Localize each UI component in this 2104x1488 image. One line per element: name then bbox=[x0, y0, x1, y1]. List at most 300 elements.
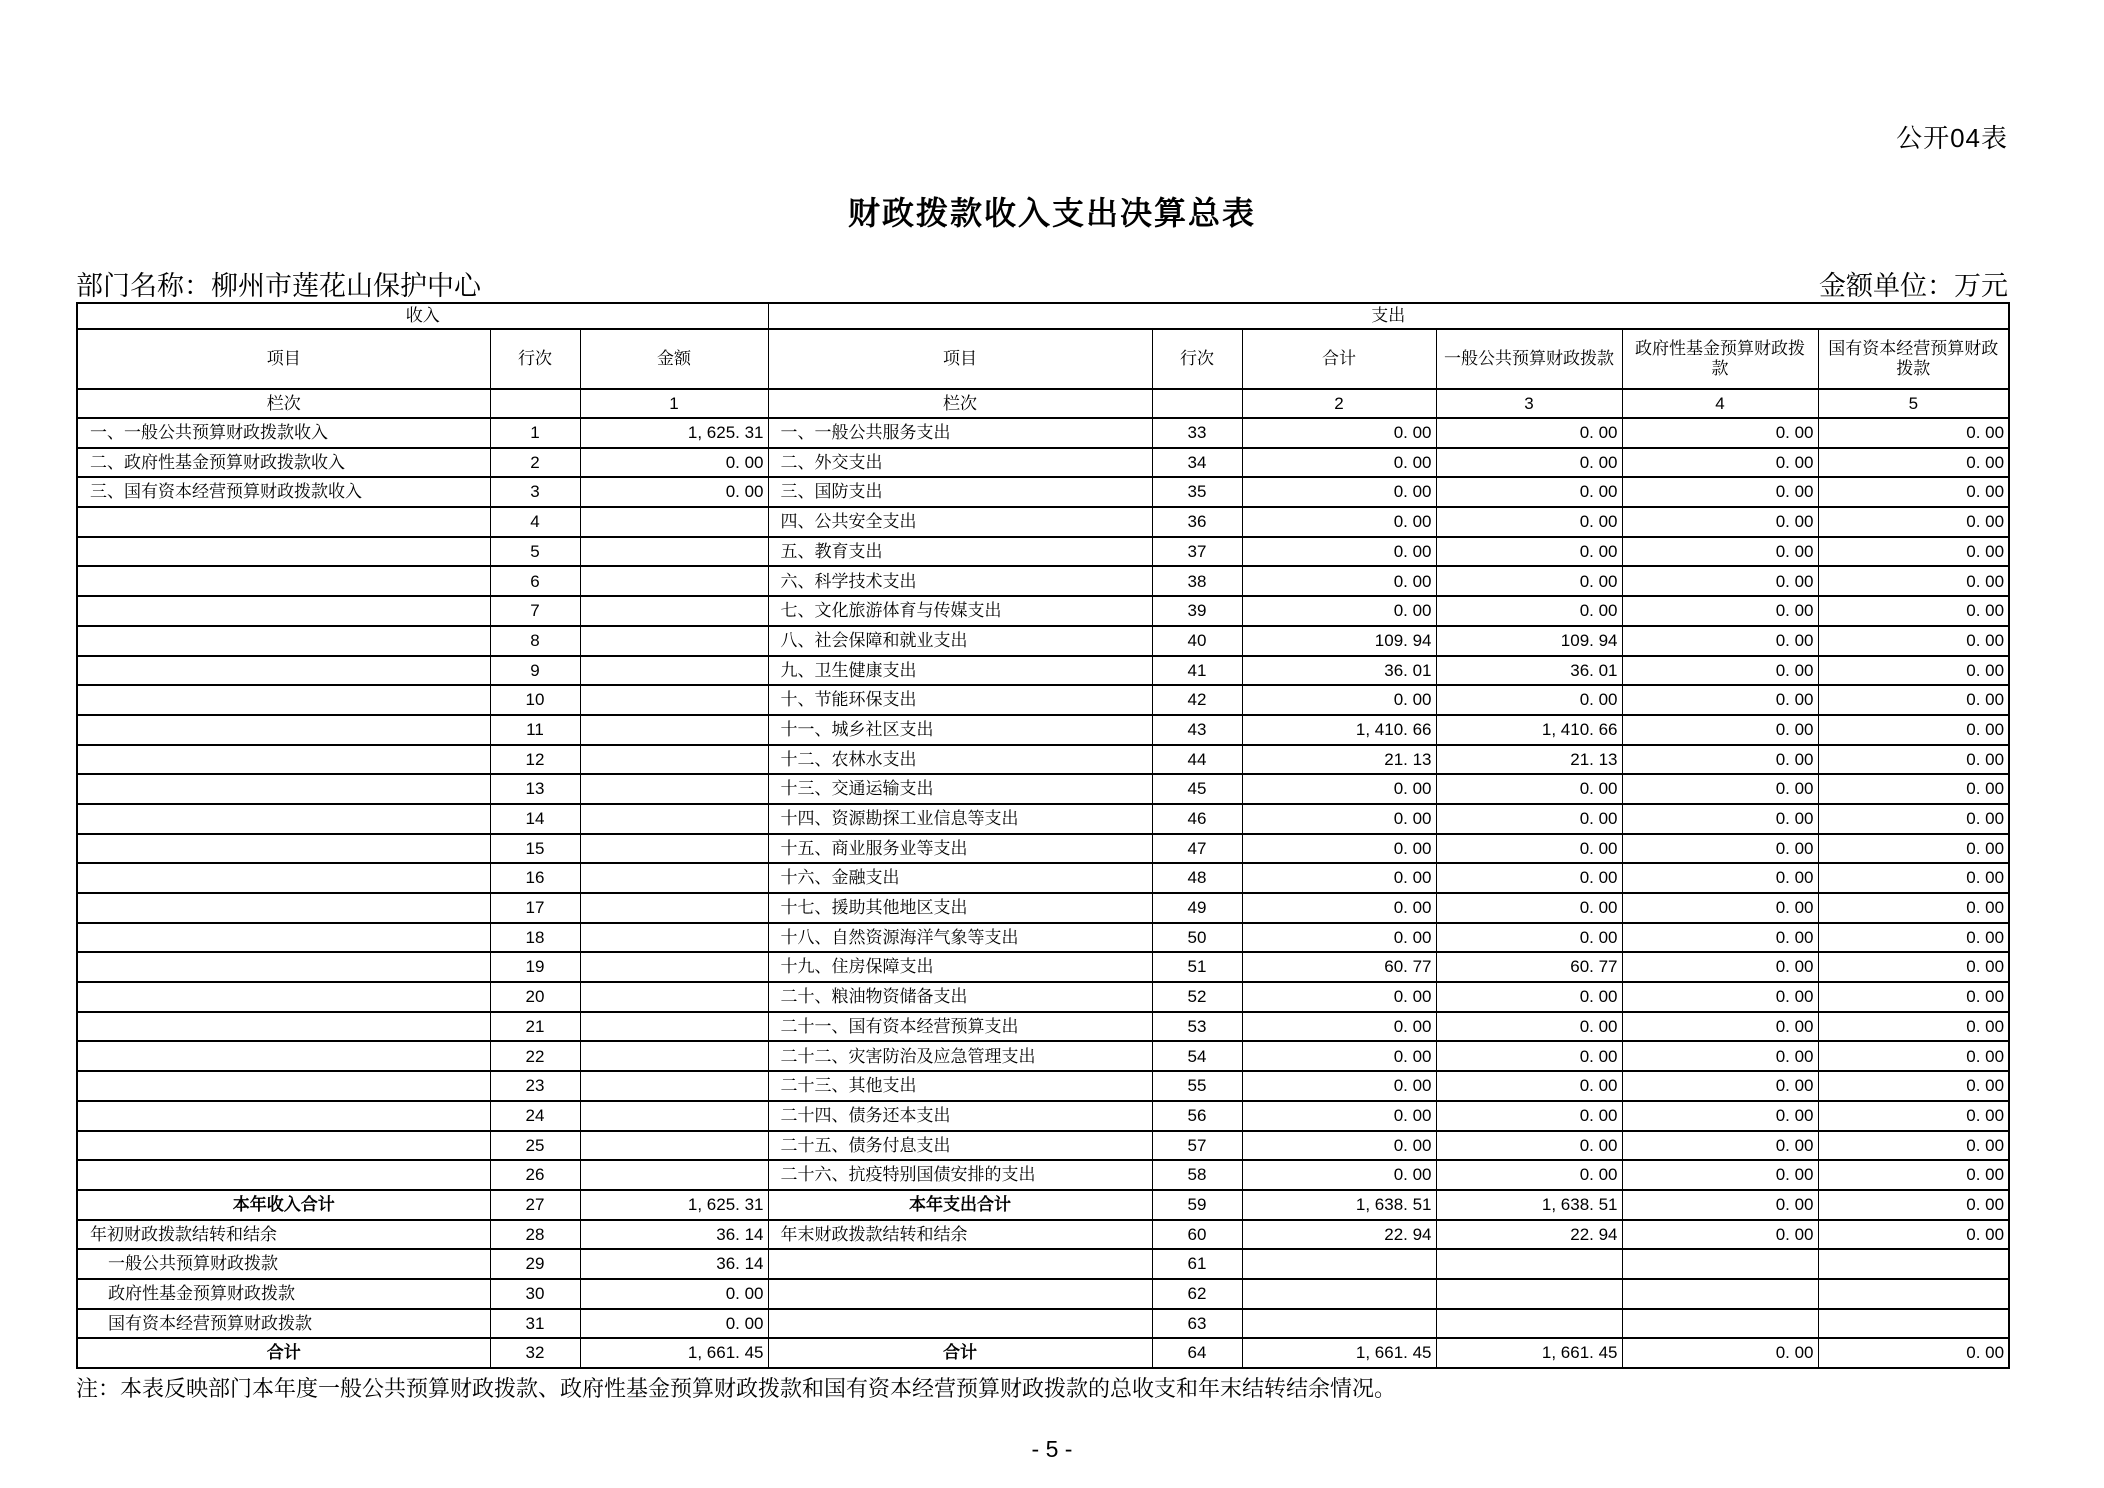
table-row bbox=[77, 982, 2009, 1012]
income-item-cell bbox=[77, 982, 490, 1012]
income-rowno-cell: 17 bbox=[490, 893, 580, 923]
income-item-cell: 二、政府性基金预算财政拨款收入 bbox=[77, 448, 490, 478]
expense-gov-fund-header: 政府性基金预算财政拨款 bbox=[1622, 329, 1818, 389]
expense-general-cell: 0. 00 bbox=[1436, 1160, 1622, 1190]
income-item-cell: 三、国有资本经营预算财政拨款收入 bbox=[77, 477, 490, 507]
expense-item-cell: 八、社会保障和就业支出 bbox=[768, 626, 1152, 656]
income-amount-cell: 0. 00 bbox=[580, 477, 768, 507]
income-rowno-cell: 9 bbox=[490, 656, 580, 686]
income-rowno-cell: 12 bbox=[490, 745, 580, 775]
expense-capital-cell: 0. 00 bbox=[1818, 1131, 2009, 1161]
sheet-label: 公开04表 bbox=[1896, 123, 2008, 153]
income-amount-cell: 36. 14 bbox=[580, 1249, 768, 1279]
table-row bbox=[77, 566, 2009, 596]
expense-general-cell: 0. 00 bbox=[1436, 418, 1622, 448]
expense-capital-cell: 0. 00 bbox=[1818, 1071, 2009, 1101]
expense-fund-cell: 0. 00 bbox=[1622, 507, 1818, 537]
expense-total-cell: 0. 00 bbox=[1242, 537, 1436, 567]
table-row bbox=[77, 537, 2009, 567]
income-rowno-cell: 1 bbox=[490, 418, 580, 448]
expense-rowno-cell: 43 bbox=[1152, 715, 1242, 745]
table-row bbox=[77, 596, 2009, 626]
income-amount-cell bbox=[580, 626, 768, 656]
expense-rowno-cell: 58 bbox=[1152, 1160, 1242, 1190]
income-rowno-cell: 19 bbox=[490, 952, 580, 982]
expense-rowno-cell: 33 bbox=[1152, 418, 1242, 448]
expense-item-cell: 二十四、债务还本支出 bbox=[768, 1101, 1152, 1131]
expense-general-cell bbox=[1436, 1309, 1622, 1339]
expense-capital-cell: 0. 00 bbox=[1818, 1338, 2009, 1368]
expense-general-cell: 0. 00 bbox=[1436, 982, 1622, 1012]
expense-item-cell: 五、教育支出 bbox=[768, 537, 1152, 567]
income-amount-cell bbox=[580, 923, 768, 953]
expense-capital-cell: 0. 00 bbox=[1818, 715, 2009, 745]
column-header-row bbox=[77, 329, 2009, 389]
expense-item-cell bbox=[768, 1309, 1152, 1339]
income-item-cell: 合计 bbox=[77, 1338, 490, 1368]
expense-capital-cell: 0. 00 bbox=[1818, 566, 2009, 596]
expense-general-cell: 0. 00 bbox=[1436, 507, 1622, 537]
table-row bbox=[77, 1309, 2009, 1339]
expense-item-cell: 本年支出合计 bbox=[768, 1190, 1152, 1220]
income-rowno-cell: 31 bbox=[490, 1309, 580, 1339]
expense-fund-cell: 0. 00 bbox=[1622, 448, 1818, 478]
expense-fund-cell: 0. 00 bbox=[1622, 537, 1818, 567]
expense-rowno-cell: 49 bbox=[1152, 893, 1242, 923]
expense-fund-cell: 0. 00 bbox=[1622, 1131, 1818, 1161]
income-item-cell bbox=[77, 566, 490, 596]
expense-total-cell: 0. 00 bbox=[1242, 507, 1436, 537]
expense-total-cell: 0. 00 bbox=[1242, 863, 1436, 893]
expense-general-cell: 0. 00 bbox=[1436, 893, 1622, 923]
expense-general-cell: 0. 00 bbox=[1436, 863, 1622, 893]
table-row bbox=[77, 656, 2009, 686]
expense-total-cell: 0. 00 bbox=[1242, 596, 1436, 626]
expense-item-cell: 二十六、抗疫特别国债安排的支出 bbox=[768, 1160, 1152, 1190]
expense-rowno-cell: 40 bbox=[1152, 626, 1242, 656]
table-row bbox=[77, 685, 2009, 715]
expense-item-cell: 十、节能环保支出 bbox=[768, 685, 1152, 715]
expense-fund-cell: 0. 00 bbox=[1622, 774, 1818, 804]
expense-general-cell: 0. 00 bbox=[1436, 596, 1622, 626]
expense-fund-cell: 0. 00 bbox=[1622, 656, 1818, 686]
income-amount-cell bbox=[580, 774, 768, 804]
amount-unit: 金额单位：万元 bbox=[1819, 271, 2008, 301]
table-row bbox=[77, 1190, 2009, 1220]
table-head-rows bbox=[77, 303, 2009, 418]
expense-total-cell: 0. 00 bbox=[1242, 893, 1436, 923]
expense-capital-cell: 0. 00 bbox=[1818, 477, 2009, 507]
expense-rowno-cell: 52 bbox=[1152, 982, 1242, 1012]
table-row bbox=[77, 418, 2009, 448]
page-number: - 5 - bbox=[1031, 1436, 1073, 1462]
expense-rowno-cell: 44 bbox=[1152, 745, 1242, 775]
expense-general-cell: 21. 13 bbox=[1436, 745, 1622, 775]
expense-col-3: 3 bbox=[1436, 389, 1622, 418]
income-amount-cell bbox=[580, 537, 768, 567]
income-amount-cell: 1, 625. 31 bbox=[580, 418, 768, 448]
expense-item-cell: 二十三、其他支出 bbox=[768, 1071, 1152, 1101]
expense-total-cell: 1, 638. 51 bbox=[1242, 1190, 1436, 1220]
expense-rowno-cell: 54 bbox=[1152, 1041, 1242, 1071]
income-item-cell bbox=[77, 804, 490, 834]
expense-state-capital-header: 国有资本经营预算财政拨款 bbox=[1818, 329, 2009, 389]
expense-fund-cell bbox=[1622, 1279, 1818, 1309]
expense-general-cell: 0. 00 bbox=[1436, 923, 1622, 953]
expense-total-cell: 0. 00 bbox=[1242, 982, 1436, 1012]
income-item-cell bbox=[77, 863, 490, 893]
income-rowno-cell: 15 bbox=[490, 834, 580, 864]
income-item-cell bbox=[77, 1160, 490, 1190]
income-item-cell: 一、一般公共预算财政拨款收入 bbox=[77, 418, 490, 448]
income-item-cell bbox=[77, 774, 490, 804]
table-row bbox=[77, 1131, 2009, 1161]
expense-capital-cell: 0. 00 bbox=[1818, 863, 2009, 893]
expense-total-header: 合计 bbox=[1242, 329, 1436, 389]
income-item-cell: 政府性基金预算财政拨款 bbox=[77, 1279, 490, 1309]
expense-item-cell: 十三、交通运输支出 bbox=[768, 774, 1152, 804]
expense-capital-cell bbox=[1818, 1279, 2009, 1309]
expense-general-cell: 0. 00 bbox=[1436, 834, 1622, 864]
income-amount-cell bbox=[580, 507, 768, 537]
income-rowno-cell: 16 bbox=[490, 863, 580, 893]
table-row bbox=[77, 1041, 2009, 1071]
income-rowno-cell: 4 bbox=[490, 507, 580, 537]
expense-rowno-cell: 64 bbox=[1152, 1338, 1242, 1368]
income-rowno-cell: 14 bbox=[490, 804, 580, 834]
income-rowno-cell: 25 bbox=[490, 1131, 580, 1161]
expense-fund-cell: 0. 00 bbox=[1622, 1190, 1818, 1220]
income-amount-cell bbox=[580, 1041, 768, 1071]
income-amount-cell bbox=[580, 685, 768, 715]
expense-total-cell: 0. 00 bbox=[1242, 1101, 1436, 1131]
expense-rowno-cell: 37 bbox=[1152, 537, 1242, 567]
expense-capital-cell: 0. 00 bbox=[1818, 1160, 2009, 1190]
expense-item-cell: 十七、援助其他地区支出 bbox=[768, 893, 1152, 923]
expense-fund-cell: 0. 00 bbox=[1622, 1071, 1818, 1101]
expense-item-cell: 合计 bbox=[768, 1338, 1152, 1368]
expense-item-cell: 十八、自然资源海洋气象等支出 bbox=[768, 923, 1152, 953]
expense-capital-cell bbox=[1818, 1309, 2009, 1339]
expense-col-4: 4 bbox=[1622, 389, 1818, 418]
table-row bbox=[77, 1101, 2009, 1131]
expense-item-cell: 二十一、国有资本经营预算支出 bbox=[768, 1012, 1152, 1042]
expense-general-cell bbox=[1436, 1249, 1622, 1279]
income-item-cell bbox=[77, 1012, 490, 1042]
income-rowno-cell: 5 bbox=[490, 537, 580, 567]
income-amount-cell bbox=[580, 1160, 768, 1190]
expense-general-cell: 22. 94 bbox=[1436, 1220, 1622, 1250]
expense-item-cell: 十五、商业服务业等支出 bbox=[768, 834, 1152, 864]
expense-general-cell: 0. 00 bbox=[1436, 1041, 1622, 1071]
expense-col-5: 5 bbox=[1818, 389, 2009, 418]
income-rowno-cell: 21 bbox=[490, 1012, 580, 1042]
income-item-cell bbox=[77, 1041, 490, 1071]
expense-item-cell: 三、国防支出 bbox=[768, 477, 1152, 507]
expense-item-cell: 二、外交支出 bbox=[768, 448, 1152, 478]
expense-capital-cell: 0. 00 bbox=[1818, 1101, 2009, 1131]
expense-total-cell: 0. 00 bbox=[1242, 1012, 1436, 1042]
expense-general-cell: 1, 410. 66 bbox=[1436, 715, 1622, 745]
table-row bbox=[77, 1338, 2009, 1368]
income-rowno-cell: 10 bbox=[490, 685, 580, 715]
table-row bbox=[77, 1071, 2009, 1101]
income-rowno-cell: 3 bbox=[490, 477, 580, 507]
expense-fund-cell: 0. 00 bbox=[1622, 745, 1818, 775]
income-rowno-cell: 18 bbox=[490, 923, 580, 953]
income-item-cell bbox=[77, 626, 490, 656]
table-row bbox=[77, 952, 2009, 982]
table-row bbox=[77, 774, 2009, 804]
table-row bbox=[77, 863, 2009, 893]
income-amount-cell bbox=[580, 1012, 768, 1042]
income-amount-cell: 0. 00 bbox=[580, 1309, 768, 1339]
expense-fund-cell: 0. 00 bbox=[1622, 1160, 1818, 1190]
income-item-header: 项目 bbox=[77, 329, 490, 389]
income-rowno-cell: 22 bbox=[490, 1041, 580, 1071]
income-item-cell bbox=[77, 952, 490, 982]
table-row bbox=[77, 1012, 2009, 1042]
expense-item-cell: 年末财政拨款结转和结余 bbox=[768, 1220, 1152, 1250]
expense-fund-cell: 0. 00 bbox=[1622, 566, 1818, 596]
expense-fund-cell: 0. 00 bbox=[1622, 804, 1818, 834]
table-row bbox=[77, 477, 2009, 507]
table-row bbox=[77, 804, 2009, 834]
income-item-cell: 本年收入合计 bbox=[77, 1190, 490, 1220]
income-amount-cell: 0. 00 bbox=[580, 448, 768, 478]
income-item-cell: 年初财政拨款结转和结余 bbox=[77, 1220, 490, 1250]
expense-rowno-cell: 60 bbox=[1152, 1220, 1242, 1250]
expense-capital-cell: 0. 00 bbox=[1818, 952, 2009, 982]
department-name: 部门名称：柳州市莲花山保护中心 bbox=[76, 271, 481, 301]
expense-rowno-header: 行次 bbox=[1152, 329, 1242, 389]
expense-total-cell: 0. 00 bbox=[1242, 685, 1436, 715]
income-amount-cell: 1, 661. 45 bbox=[580, 1338, 768, 1368]
income-amount-cell bbox=[580, 863, 768, 893]
expense-capital-cell: 0. 00 bbox=[1818, 745, 2009, 775]
income-col-1: 1 bbox=[580, 389, 768, 418]
expense-total-cell: 0. 00 bbox=[1242, 804, 1436, 834]
expense-total-cell: 36. 01 bbox=[1242, 656, 1436, 686]
expense-total-cell: 60. 77 bbox=[1242, 952, 1436, 982]
expense-general-cell: 1, 661. 45 bbox=[1436, 1338, 1622, 1368]
expense-capital-cell: 0. 00 bbox=[1818, 448, 2009, 478]
expense-total-cell: 109. 94 bbox=[1242, 626, 1436, 656]
expense-general-cell: 0. 00 bbox=[1436, 804, 1622, 834]
expense-general-cell: 0. 00 bbox=[1436, 1012, 1622, 1042]
income-item-cell: 一般公共预算财政拨款 bbox=[77, 1249, 490, 1279]
expense-total-cell bbox=[1242, 1249, 1436, 1279]
table-row bbox=[77, 715, 2009, 745]
expense-general-cell: 0. 00 bbox=[1436, 1131, 1622, 1161]
expense-capital-cell: 0. 00 bbox=[1818, 596, 2009, 626]
income-amount-cell bbox=[580, 745, 768, 775]
expense-rowno-cell: 62 bbox=[1152, 1279, 1242, 1309]
table-row bbox=[77, 626, 2009, 656]
expense-fund-cell: 0. 00 bbox=[1622, 715, 1818, 745]
expense-total-cell: 0. 00 bbox=[1242, 1071, 1436, 1101]
expense-fund-cell: 0. 00 bbox=[1622, 982, 1818, 1012]
expense-fund-cell: 0. 00 bbox=[1622, 418, 1818, 448]
expense-item-cell: 四、公共安全支出 bbox=[768, 507, 1152, 537]
expense-item-cell bbox=[768, 1249, 1152, 1279]
expense-general-cell: 0. 00 bbox=[1436, 1101, 1622, 1131]
expense-total-cell bbox=[1242, 1309, 1436, 1339]
page-title: 财政拨款收入支出决算总表 bbox=[847, 195, 1256, 231]
expense-total-cell: 22. 94 bbox=[1242, 1220, 1436, 1250]
expense-total-cell: 0. 00 bbox=[1242, 834, 1436, 864]
table-body bbox=[77, 418, 2009, 1368]
expense-capital-cell: 0. 00 bbox=[1818, 685, 2009, 715]
expense-total-cell: 0. 00 bbox=[1242, 566, 1436, 596]
expense-capital-cell: 0. 00 bbox=[1818, 507, 2009, 537]
income-rowno-cell: 30 bbox=[490, 1279, 580, 1309]
expense-fund-cell bbox=[1622, 1249, 1818, 1279]
expense-fund-cell: 0. 00 bbox=[1622, 477, 1818, 507]
income-item-cell: 国有资本经营预算财政拨款 bbox=[77, 1309, 490, 1339]
income-item-cell bbox=[77, 507, 490, 537]
expense-item-cell: 十二、农林水支出 bbox=[768, 745, 1152, 775]
expense-fund-cell: 0. 00 bbox=[1622, 863, 1818, 893]
expense-rowno-cell: 61 bbox=[1152, 1249, 1242, 1279]
expense-rowno-cell: 35 bbox=[1152, 477, 1242, 507]
income-rowno-cell: 2 bbox=[490, 448, 580, 478]
income-item-cell bbox=[77, 596, 490, 626]
table-row bbox=[77, 893, 2009, 923]
income-amount-cell: 0. 00 bbox=[580, 1279, 768, 1309]
expense-total-cell: 0. 00 bbox=[1242, 477, 1436, 507]
income-item-cell bbox=[77, 923, 490, 953]
income-amount-cell: 36. 14 bbox=[580, 1220, 768, 1250]
expense-capital-cell: 0. 00 bbox=[1818, 1220, 2009, 1250]
table-row bbox=[77, 448, 2009, 478]
expense-capital-cell: 0. 00 bbox=[1818, 982, 2009, 1012]
expense-fund-cell: 0. 00 bbox=[1622, 952, 1818, 982]
expense-general-cell: 60. 77 bbox=[1436, 952, 1622, 982]
expense-rowno-cell: 41 bbox=[1152, 656, 1242, 686]
expense-total-cell: 1, 661. 45 bbox=[1242, 1338, 1436, 1368]
income-rowno-cell: 20 bbox=[490, 982, 580, 1012]
expense-total-cell: 21. 13 bbox=[1242, 745, 1436, 775]
expense-rowno-cell: 51 bbox=[1152, 952, 1242, 982]
fiscal-appropriation-table bbox=[76, 302, 2010, 1369]
income-item-cell bbox=[77, 1131, 490, 1161]
expense-capital-cell: 0. 00 bbox=[1818, 1041, 2009, 1071]
expense-item-cell: 九、卫生健康支出 bbox=[768, 656, 1152, 686]
income-rowno-cell: 24 bbox=[490, 1101, 580, 1131]
expense-rowno-cell: 56 bbox=[1152, 1101, 1242, 1131]
income-amount-cell bbox=[580, 1101, 768, 1131]
expense-item-cell: 十六、金融支出 bbox=[768, 863, 1152, 893]
income-amount-cell bbox=[580, 893, 768, 923]
income-rowno-cell: 8 bbox=[490, 626, 580, 656]
expense-item-cell bbox=[768, 1279, 1152, 1309]
expense-capital-cell: 0. 00 bbox=[1818, 656, 2009, 686]
expense-fund-cell: 0. 00 bbox=[1622, 1220, 1818, 1250]
expense-capital-cell: 0. 00 bbox=[1818, 626, 2009, 656]
expense-rowno-cell: 46 bbox=[1152, 804, 1242, 834]
footnote: 注：本表反映部门本年度一般公共预算财政拨款、政府性基金预算财政拨款和国有资本经营预算财政拨款的总收支和年末结转结余情况。 bbox=[76, 1376, 1397, 1401]
expense-rowno-cell: 63 bbox=[1152, 1309, 1242, 1339]
expense-rowno-cell: 55 bbox=[1152, 1071, 1242, 1101]
expense-capital-cell: 0. 00 bbox=[1818, 537, 2009, 567]
expense-capital-cell bbox=[1818, 1249, 2009, 1279]
expense-fund-cell: 0. 00 bbox=[1622, 1012, 1818, 1042]
table-row bbox=[77, 745, 2009, 775]
income-section-header: 收入 bbox=[77, 303, 768, 329]
expense-total-cell: 1, 410. 66 bbox=[1242, 715, 1436, 745]
expense-item-cell: 七、文化旅游体育与传媒支出 bbox=[768, 596, 1152, 626]
income-amount-cell bbox=[580, 596, 768, 626]
expense-total-cell: 0. 00 bbox=[1242, 1131, 1436, 1161]
expense-rowno-cell: 50 bbox=[1152, 923, 1242, 953]
income-amount-cell bbox=[580, 715, 768, 745]
expense-rowno-cell: 39 bbox=[1152, 596, 1242, 626]
table-row bbox=[77, 1249, 2009, 1279]
table-row bbox=[77, 1160, 2009, 1190]
expense-general-cell: 0. 00 bbox=[1436, 774, 1622, 804]
expense-general-cell: 109. 94 bbox=[1436, 626, 1622, 656]
income-rowno-cell: 29 bbox=[490, 1249, 580, 1279]
expense-capital-cell: 0. 00 bbox=[1818, 1012, 2009, 1042]
expense-item-cell: 二十二、灾害防治及应急管理支出 bbox=[768, 1041, 1152, 1071]
expense-total-cell: 0. 00 bbox=[1242, 1160, 1436, 1190]
expense-rowno-cell: 53 bbox=[1152, 1012, 1242, 1042]
expense-total-cell: 0. 00 bbox=[1242, 774, 1436, 804]
expense-capital-cell: 0. 00 bbox=[1818, 834, 2009, 864]
expense-general-cell: 0. 00 bbox=[1436, 1071, 1622, 1101]
expense-general-cell: 36. 01 bbox=[1436, 656, 1622, 686]
income-rowno-cell: 11 bbox=[490, 715, 580, 745]
expense-general-cell: 0. 00 bbox=[1436, 448, 1622, 478]
expense-col-2: 2 bbox=[1242, 389, 1436, 418]
table-row bbox=[77, 834, 2009, 864]
blank-cell bbox=[1152, 389, 1242, 418]
expense-rowno-cell: 34 bbox=[1152, 448, 1242, 478]
expense-fund-cell: 0. 00 bbox=[1622, 1338, 1818, 1368]
expense-fund-cell: 0. 00 bbox=[1622, 596, 1818, 626]
income-item-cell bbox=[77, 685, 490, 715]
expense-fund-cell: 0. 00 bbox=[1622, 893, 1818, 923]
income-amount-header: 金额 bbox=[580, 329, 768, 389]
expense-general-cell: 0. 00 bbox=[1436, 566, 1622, 596]
expense-rowno-cell: 59 bbox=[1152, 1190, 1242, 1220]
income-item-cell bbox=[77, 1071, 490, 1101]
income-amount-cell bbox=[580, 1071, 768, 1101]
expense-fund-cell: 0. 00 bbox=[1622, 923, 1818, 953]
expense-general-budget-header: 一般公共预算财政拨款 bbox=[1436, 329, 1622, 389]
column-index-row bbox=[77, 389, 2009, 418]
expense-item-cell: 十一、城乡社区支出 bbox=[768, 715, 1152, 745]
income-rowno-cell: 32 bbox=[490, 1338, 580, 1368]
income-amount-cell bbox=[580, 566, 768, 596]
expense-general-cell bbox=[1436, 1279, 1622, 1309]
expense-fund-cell: 0. 00 bbox=[1622, 685, 1818, 715]
expense-general-cell: 1, 638. 51 bbox=[1436, 1190, 1622, 1220]
expense-total-cell: 0. 00 bbox=[1242, 448, 1436, 478]
expense-fund-cell bbox=[1622, 1309, 1818, 1339]
expense-general-cell: 0. 00 bbox=[1436, 537, 1622, 567]
income-rowno-cell: 28 bbox=[490, 1220, 580, 1250]
income-rowno-cell: 26 bbox=[490, 1160, 580, 1190]
income-item-cell bbox=[77, 1101, 490, 1131]
income-rowno-cell: 27 bbox=[490, 1190, 580, 1220]
expense-total-cell: 0. 00 bbox=[1242, 923, 1436, 953]
expense-capital-cell: 0. 00 bbox=[1818, 893, 2009, 923]
income-amount-cell bbox=[580, 1131, 768, 1161]
table-row bbox=[77, 1279, 2009, 1309]
income-item-cell bbox=[77, 745, 490, 775]
